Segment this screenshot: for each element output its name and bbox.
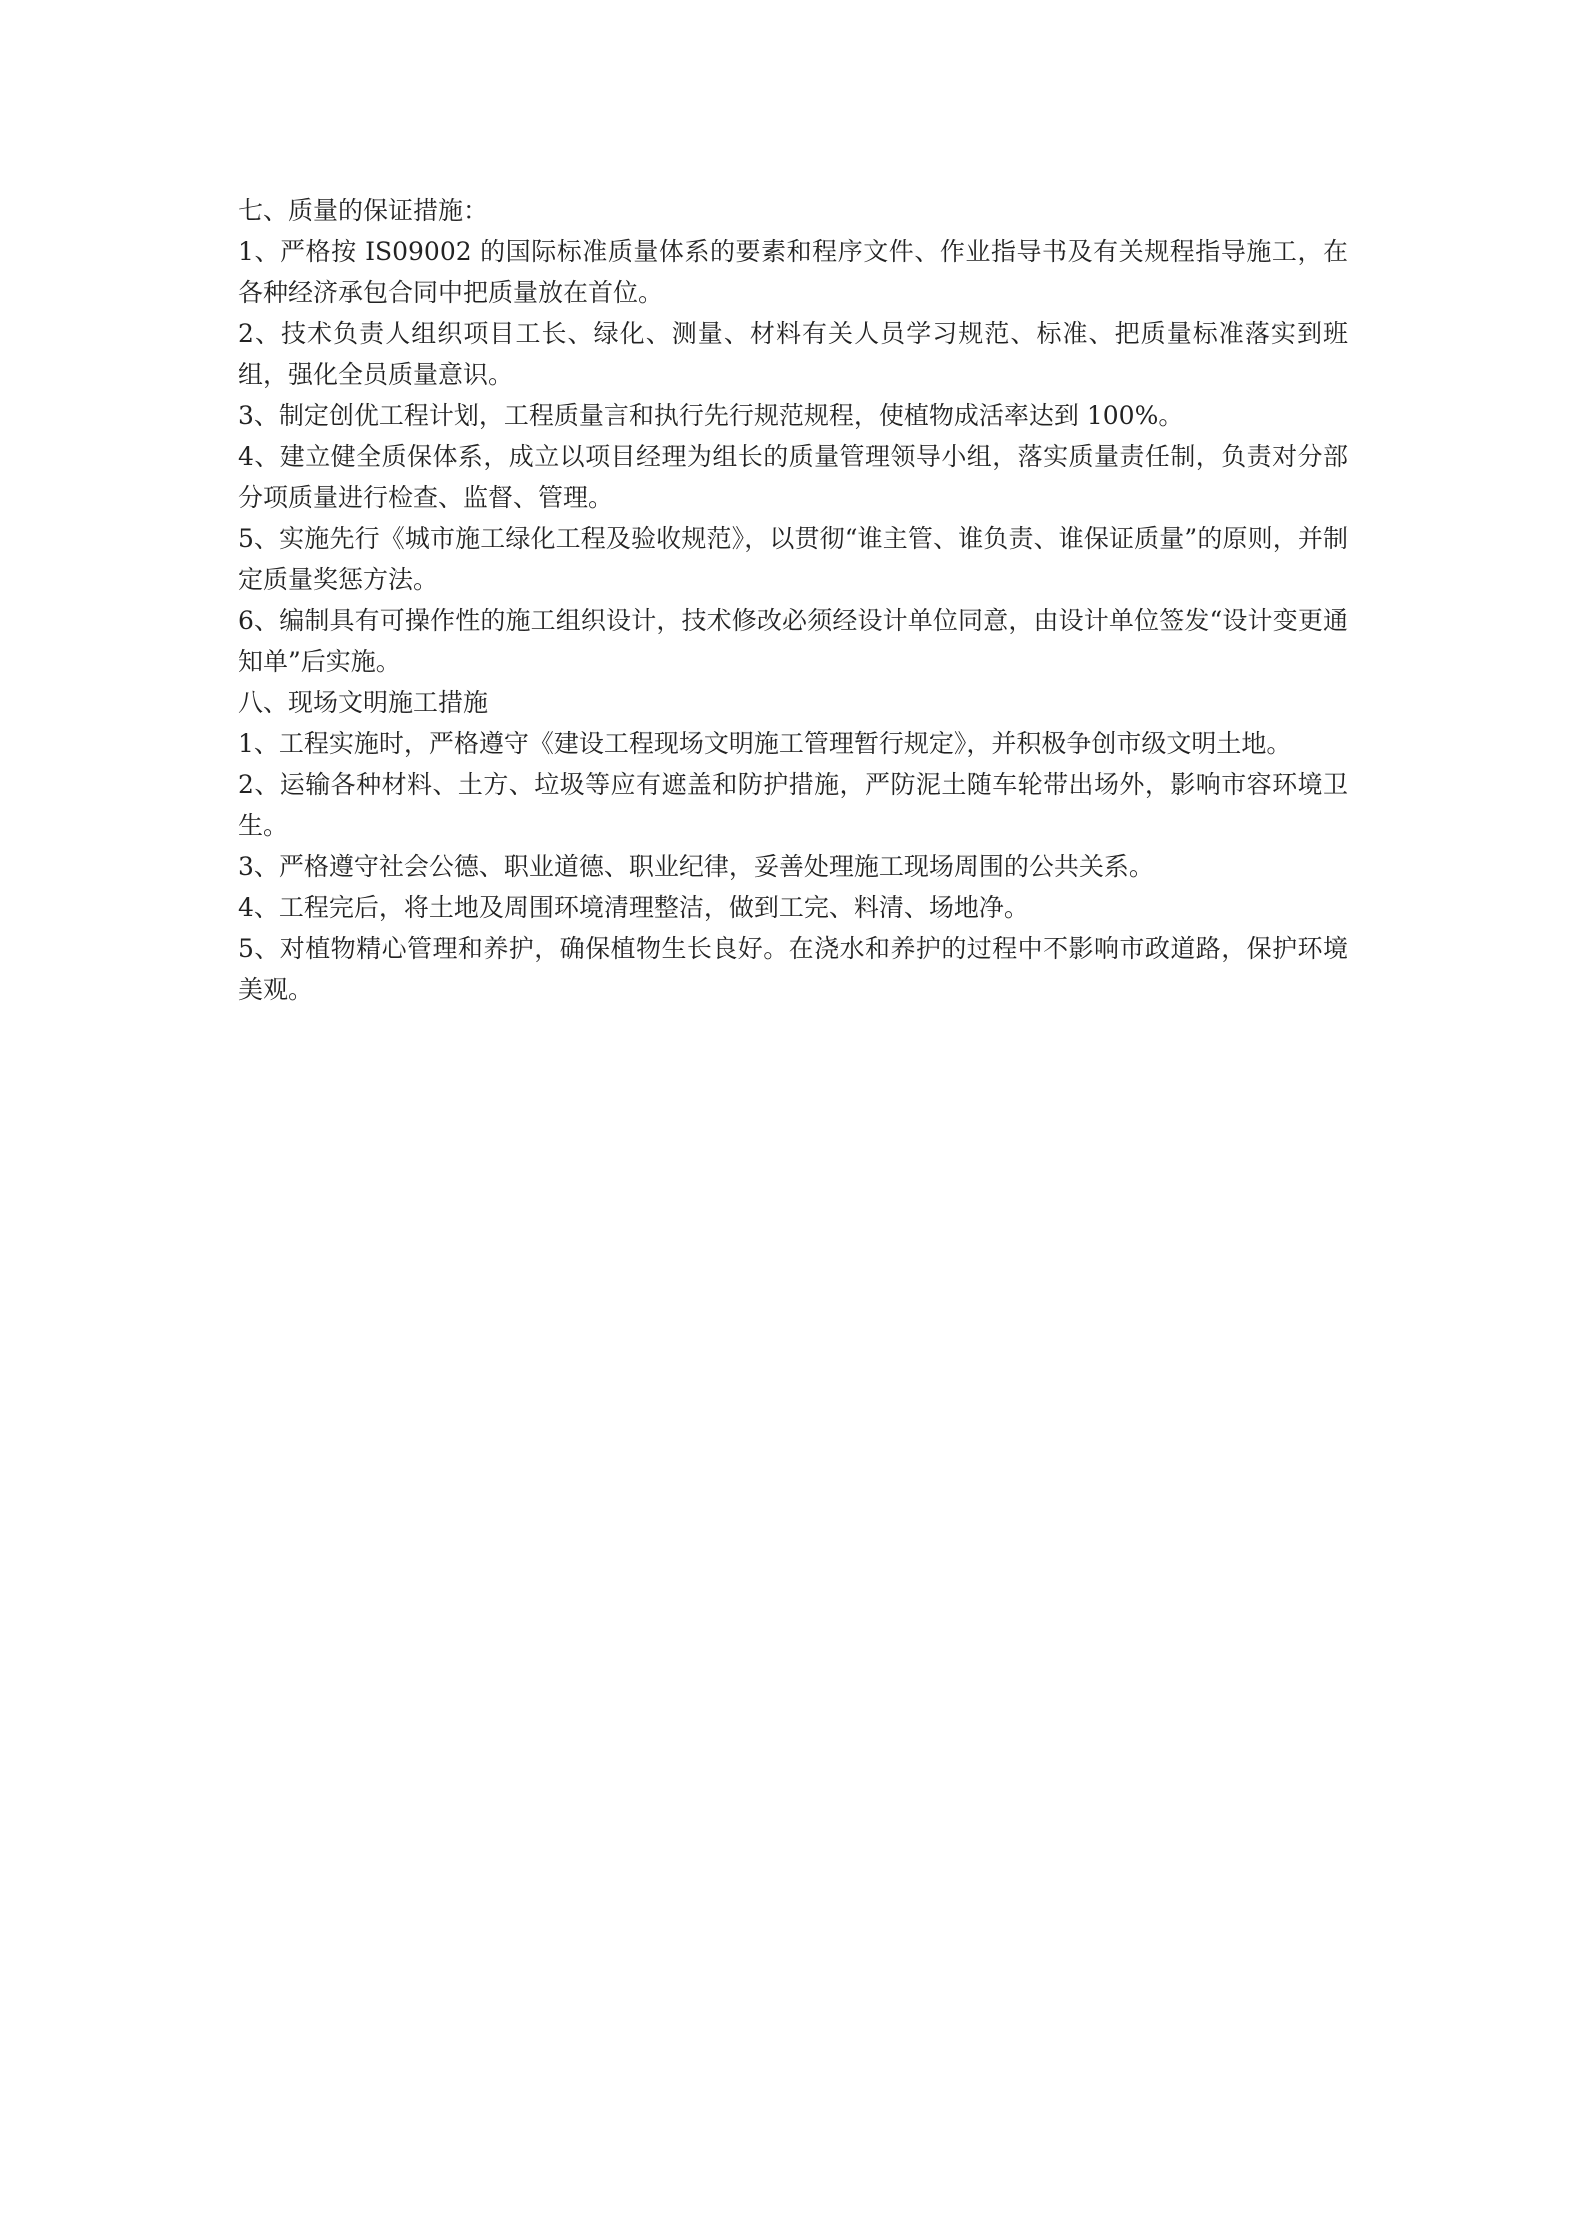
- quality-item-1: 1、严格按 IS09002 的国际标准质量体系的要素和程序文件、作业指导书及有关规程指导施工，在各种经济承包合同中把质量放在首位。: [238, 237, 1348, 307]
- section-heading-civilized-construction: 八、现场文明施工措施: [238, 688, 489, 717]
- quality-item-4: 4、建立健全质保体系，成立以项目经理为组长的质量管理领导小组，落实质量责任制，负责对分部分项质量进行检查、监督、管理。: [238, 442, 1348, 512]
- civilized-item-3: 3、严格遵守社会公德、职业道德、职业纪律，妥善处理施工现场周围的公共关系。: [238, 852, 1154, 881]
- civilized-item-2: 2、运输各种材料、土方、垃圾等应有遮盖和防护措施，严防泥土随车轮带出场外，影响市容环境卫生。: [238, 770, 1348, 840]
- document-body: [238, 190, 1348, 1010]
- section-heading-quality: 七、质量的保证措施：: [238, 196, 489, 225]
- quality-item-2: 2、技术负责人组织项目工长、绿化、测量、材料有关人员学习规范、标准、把质量标准落实到班组，强化全员质量意识。: [238, 319, 1348, 389]
- quality-item-3: 3、制定创优工程计划，工程质量言和执行先行规范规程，使植物成活率达到 100%。: [238, 401, 1184, 430]
- quality-item-5: 5、实施先行《城市施工绿化工程及验收规范》，以贯彻“谁主管、谁负责、谁保证质量”的原则，并制定质量奖惩方法。: [238, 524, 1348, 594]
- civilized-item-5: 5、对植物精心管理和养护，确保植物生长良好。在浇水和养护的过程中不影响市政道路，保护环境美观。: [238, 934, 1348, 1004]
- civilized-item-4: 4、工程完后，将土地及周围环境清理整洁，做到工完、料清、场地净。: [238, 893, 1029, 922]
- quality-item-6: 6、编制具有可操作性的施工组织设计，技术修改必须经设计单位同意，由设计单位签发“设计变更通知单”后实施。: [238, 606, 1348, 676]
- civilized-item-1: 1、工程实施时，严格遵守《建设工程现场文明施工管理暂行规定》，并积极争创市级文明土地。: [238, 729, 1292, 758]
